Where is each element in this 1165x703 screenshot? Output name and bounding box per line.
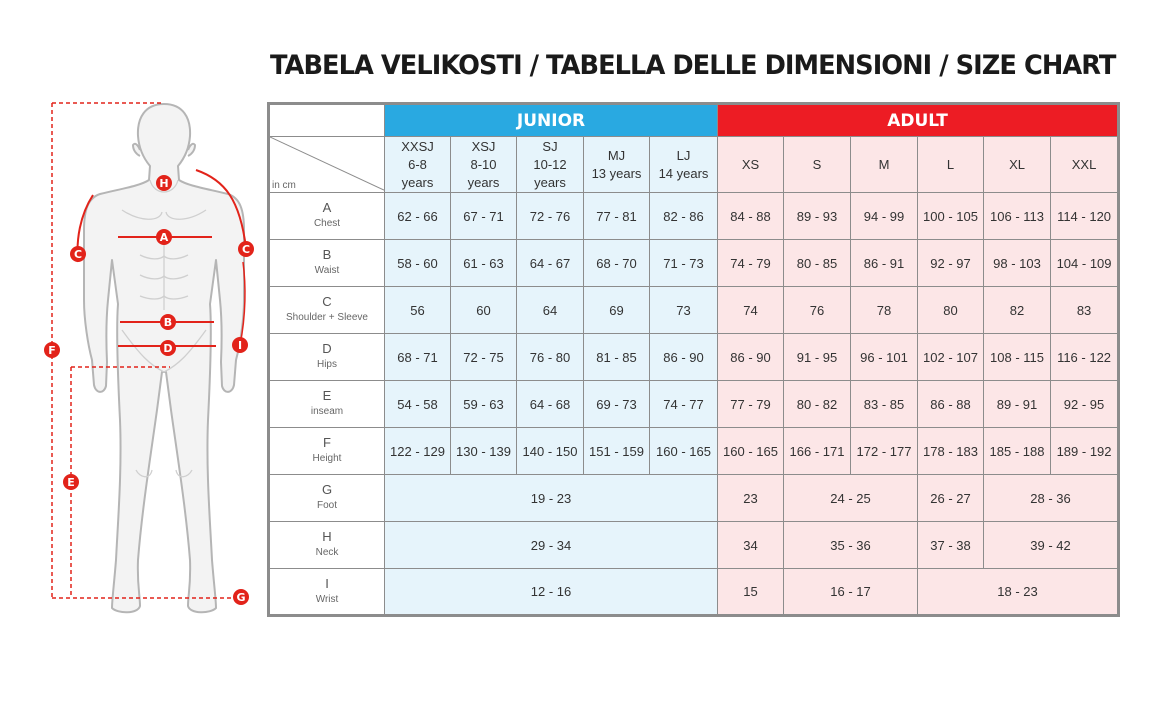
size-age: years — [534, 174, 566, 190]
size-age: 8-10 — [470, 156, 497, 172]
junior-value-cell: 82 - 86 — [650, 193, 718, 240]
adult-value-cell: 172 - 177 — [851, 428, 918, 475]
junior-size-header — [584, 137, 650, 193]
adult-value-cell: 82 — [984, 287, 1051, 334]
junior-value-cell: 64 - 68 — [517, 381, 584, 428]
junior-value-cell: 151 - 159 — [584, 428, 650, 475]
junior-value-cell: 67 - 71 — [451, 193, 517, 240]
size-code: SJ — [542, 138, 558, 154]
adult-value-cell: 108 - 115 — [984, 334, 1051, 381]
junior-value-cell: 69 - 73 — [584, 381, 650, 428]
size-age: years — [467, 174, 500, 190]
adult-size-header: XS — [718, 137, 784, 193]
junior-value-cell: 160 - 165 — [650, 428, 718, 475]
junior-value-cell: 56 — [385, 287, 451, 334]
measurement-row-f — [269, 428, 1119, 475]
row-letter: I — [325, 575, 329, 591]
adult-group-header: ADULT — [718, 104, 1119, 137]
junior-size-header — [385, 137, 451, 193]
size-code: XSJ — [471, 138, 496, 154]
junior-value-cell: 29 - 34 — [385, 522, 718, 569]
junior-value-cell: 77 - 81 — [584, 193, 650, 240]
size-code: LJ — [676, 147, 691, 163]
row-name: Wrist — [315, 593, 339, 605]
junior-value-cell: 68 - 71 — [385, 334, 451, 381]
svg-text:F: F — [48, 344, 56, 357]
measurement-row-c — [269, 287, 1119, 334]
junior-value-cell: 140 - 150 — [517, 428, 584, 475]
marker-h — [156, 175, 172, 191]
svg-text:I: I — [237, 339, 243, 352]
adult-value-cell: 35 - 36 — [784, 522, 918, 569]
junior-value-cell: 62 - 66 — [385, 193, 451, 240]
junior-value-cell: 58 - 60 — [385, 240, 451, 287]
row-name: Shoulder + Sleeve — [285, 312, 368, 323]
svg-text:B: B — [163, 316, 173, 329]
junior-value-cell: 81 - 85 — [584, 334, 650, 381]
svg-text:G: G — [236, 591, 246, 604]
row-name: Hips — [316, 359, 337, 370]
marker-f — [44, 342, 60, 358]
row-name: Foot — [316, 500, 337, 511]
junior-value-cell: 64 - 67 — [517, 240, 584, 287]
junior-value-cell: 19 - 23 — [385, 475, 718, 522]
marker-a — [156, 229, 172, 245]
row-label — [269, 475, 385, 522]
row-label — [269, 522, 385, 569]
adult-value-cell: 86 - 90 — [718, 334, 784, 381]
measurement-row-a — [269, 193, 1119, 240]
row-name: Waist — [314, 265, 340, 276]
junior-value-cell: 72 - 76 — [517, 193, 584, 240]
adult-value-cell: 80 - 85 — [784, 240, 851, 287]
adult-value-cell: 80 — [918, 287, 984, 334]
adult-value-cell: 84 - 88 — [718, 193, 784, 240]
adult-value-cell: 104 - 109 — [1051, 240, 1119, 287]
size-age: 6-8 — [408, 156, 427, 172]
adult-value-cell: 92 - 97 — [918, 240, 984, 287]
adult-value-cell: 160 - 165 — [718, 428, 784, 475]
measurement-row-d — [269, 334, 1119, 381]
size-age: years — [401, 174, 434, 190]
junior-value-cell: 59 - 63 — [451, 381, 517, 428]
adult-value-cell: 74 - 79 — [718, 240, 784, 287]
adult-value-cell: 83 - 85 — [851, 381, 918, 428]
row-name: Neck — [315, 547, 339, 558]
junior-size-header — [451, 137, 517, 193]
adult-value-cell: 15 — [718, 569, 784, 616]
adult-value-cell: 114 - 120 — [1051, 193, 1119, 240]
adult-size-header: XL — [984, 137, 1051, 193]
measurement-row-h — [269, 522, 1119, 569]
adult-value-cell: 86 - 91 — [851, 240, 918, 287]
adult-size-header: S — [784, 137, 851, 193]
size-age: 10-12 — [533, 156, 567, 172]
group-header-row — [269, 104, 1119, 137]
row-letter: C — [322, 294, 332, 309]
marker-b — [160, 314, 176, 330]
adult-value-cell: 83 — [1051, 287, 1119, 334]
measurement-row-i — [269, 569, 1119, 616]
measurement-row-b — [269, 240, 1119, 287]
adult-value-cell: 178 - 183 — [918, 428, 984, 475]
adult-value-cell: 37 - 38 — [918, 522, 984, 569]
marker-c-right — [238, 241, 254, 257]
junior-value-cell: 130 - 139 — [451, 428, 517, 475]
junior-group-header: JUNIOR — [385, 104, 718, 137]
adult-value-cell: 28 - 36 — [984, 475, 1119, 522]
row-letter: A — [322, 200, 332, 215]
adult-value-cell: 34 — [718, 522, 784, 569]
adult-value-cell: 18 - 23 — [918, 569, 1119, 616]
svg-text:H: H — [159, 177, 169, 190]
svg-text:E: E — [67, 476, 75, 489]
unit-label: in cm — [272, 180, 296, 191]
junior-value-cell: 60 — [451, 287, 517, 334]
junior-value-cell: 73 — [650, 287, 718, 334]
row-label — [269, 381, 385, 428]
page-title: TABELA VELIKOSTI / TABELLA DELLE DIMENSIONI / SIZE CHART — [270, 50, 1116, 81]
row-label — [269, 287, 385, 334]
adult-value-cell: 23 — [718, 475, 784, 522]
junior-value-cell: 64 — [517, 287, 584, 334]
row-name: inseam — [310, 406, 344, 417]
junior-value-cell: 72 - 75 — [451, 334, 517, 381]
adult-value-cell: 24 - 25 — [784, 475, 918, 522]
measurement-row-e — [269, 381, 1119, 428]
body-measurement-figure — [0, 0, 265, 620]
row-name: Chest — [313, 218, 341, 229]
size-header-row — [269, 137, 1119, 193]
adult-value-cell: 100 - 105 — [918, 193, 984, 240]
adult-value-cell: 26 - 27 — [918, 475, 984, 522]
junior-value-cell: 71 - 73 — [650, 240, 718, 287]
adult-value-cell: 74 — [718, 287, 784, 334]
row-label — [269, 193, 385, 240]
adult-value-cell: 185 - 188 — [984, 428, 1051, 475]
size-age: 14 years — [658, 165, 709, 181]
adult-value-cell: 189 - 192 — [1051, 428, 1119, 475]
row-letter: F — [323, 435, 331, 450]
adult-value-cell: 166 - 171 — [784, 428, 851, 475]
adult-value-cell: 89 - 91 — [984, 381, 1051, 428]
adult-value-cell: 77 - 79 — [718, 381, 784, 428]
marker-g — [233, 589, 249, 605]
adult-size-header: XXL — [1051, 137, 1119, 193]
adult-value-cell: 39 - 42 — [984, 522, 1119, 569]
junior-size-header — [650, 137, 718, 193]
junior-value-cell: 68 - 70 — [584, 240, 650, 287]
marker-d — [160, 340, 176, 356]
row-name: Height — [312, 453, 342, 464]
junior-value-cell: 76 - 80 — [517, 334, 584, 381]
adult-value-cell: 94 - 99 — [851, 193, 918, 240]
row-letter: B — [322, 247, 332, 262]
marker-c-left — [70, 246, 86, 262]
size-age: 13 years — [591, 165, 642, 181]
junior-value-cell: 54 - 58 — [385, 381, 451, 428]
size-code: XXSJ — [401, 138, 434, 154]
row-letter: G — [321, 482, 333, 497]
row-letter: E — [322, 388, 332, 403]
row-label — [269, 569, 385, 616]
svg-text:A: A — [159, 231, 169, 244]
junior-value-cell: 86 - 90 — [650, 334, 718, 381]
junior-value-cell: 122 - 129 — [385, 428, 451, 475]
marker-e — [63, 474, 79, 490]
adult-value-cell: 76 — [784, 287, 851, 334]
adult-value-cell: 116 - 122 — [1051, 334, 1119, 381]
svg-text:C: C — [241, 243, 251, 256]
adult-value-cell: 91 - 95 — [784, 334, 851, 381]
adult-value-cell: 86 - 88 — [918, 381, 984, 428]
adult-value-cell: 102 - 107 — [918, 334, 984, 381]
blank-corner-cell — [269, 104, 385, 137]
adult-value-cell: 80 - 82 — [784, 381, 851, 428]
junior-value-cell: 61 - 63 — [451, 240, 517, 287]
junior-value-cell: 12 - 16 — [385, 569, 718, 616]
adult-value-cell: 106 - 113 — [984, 193, 1051, 240]
row-label — [269, 428, 385, 475]
adult-value-cell: 98 - 103 — [984, 240, 1051, 287]
row-label — [269, 334, 385, 381]
adult-value-cell: 16 - 17 — [784, 569, 918, 616]
size-chart-table — [267, 102, 1120, 617]
row-letter: H — [322, 529, 332, 544]
junior-size-header — [517, 137, 584, 193]
adult-value-cell: 96 - 101 — [851, 334, 918, 381]
row-letter: D — [322, 341, 332, 356]
measurement-row-g — [269, 475, 1119, 522]
adult-value-cell: 89 - 93 — [784, 193, 851, 240]
unit-corner-cell — [269, 137, 385, 193]
size-code: MJ — [607, 147, 626, 163]
junior-value-cell: 69 — [584, 287, 650, 334]
adult-size-header: M — [851, 137, 918, 193]
row-label — [269, 240, 385, 287]
adult-value-cell: 92 - 95 — [1051, 381, 1119, 428]
junior-value-cell: 74 - 77 — [650, 381, 718, 428]
adult-size-header: L — [918, 137, 984, 193]
svg-text:C: C — [73, 248, 83, 261]
svg-text:D: D — [163, 342, 173, 355]
adult-value-cell: 78 — [851, 287, 918, 334]
marker-i — [232, 337, 248, 353]
